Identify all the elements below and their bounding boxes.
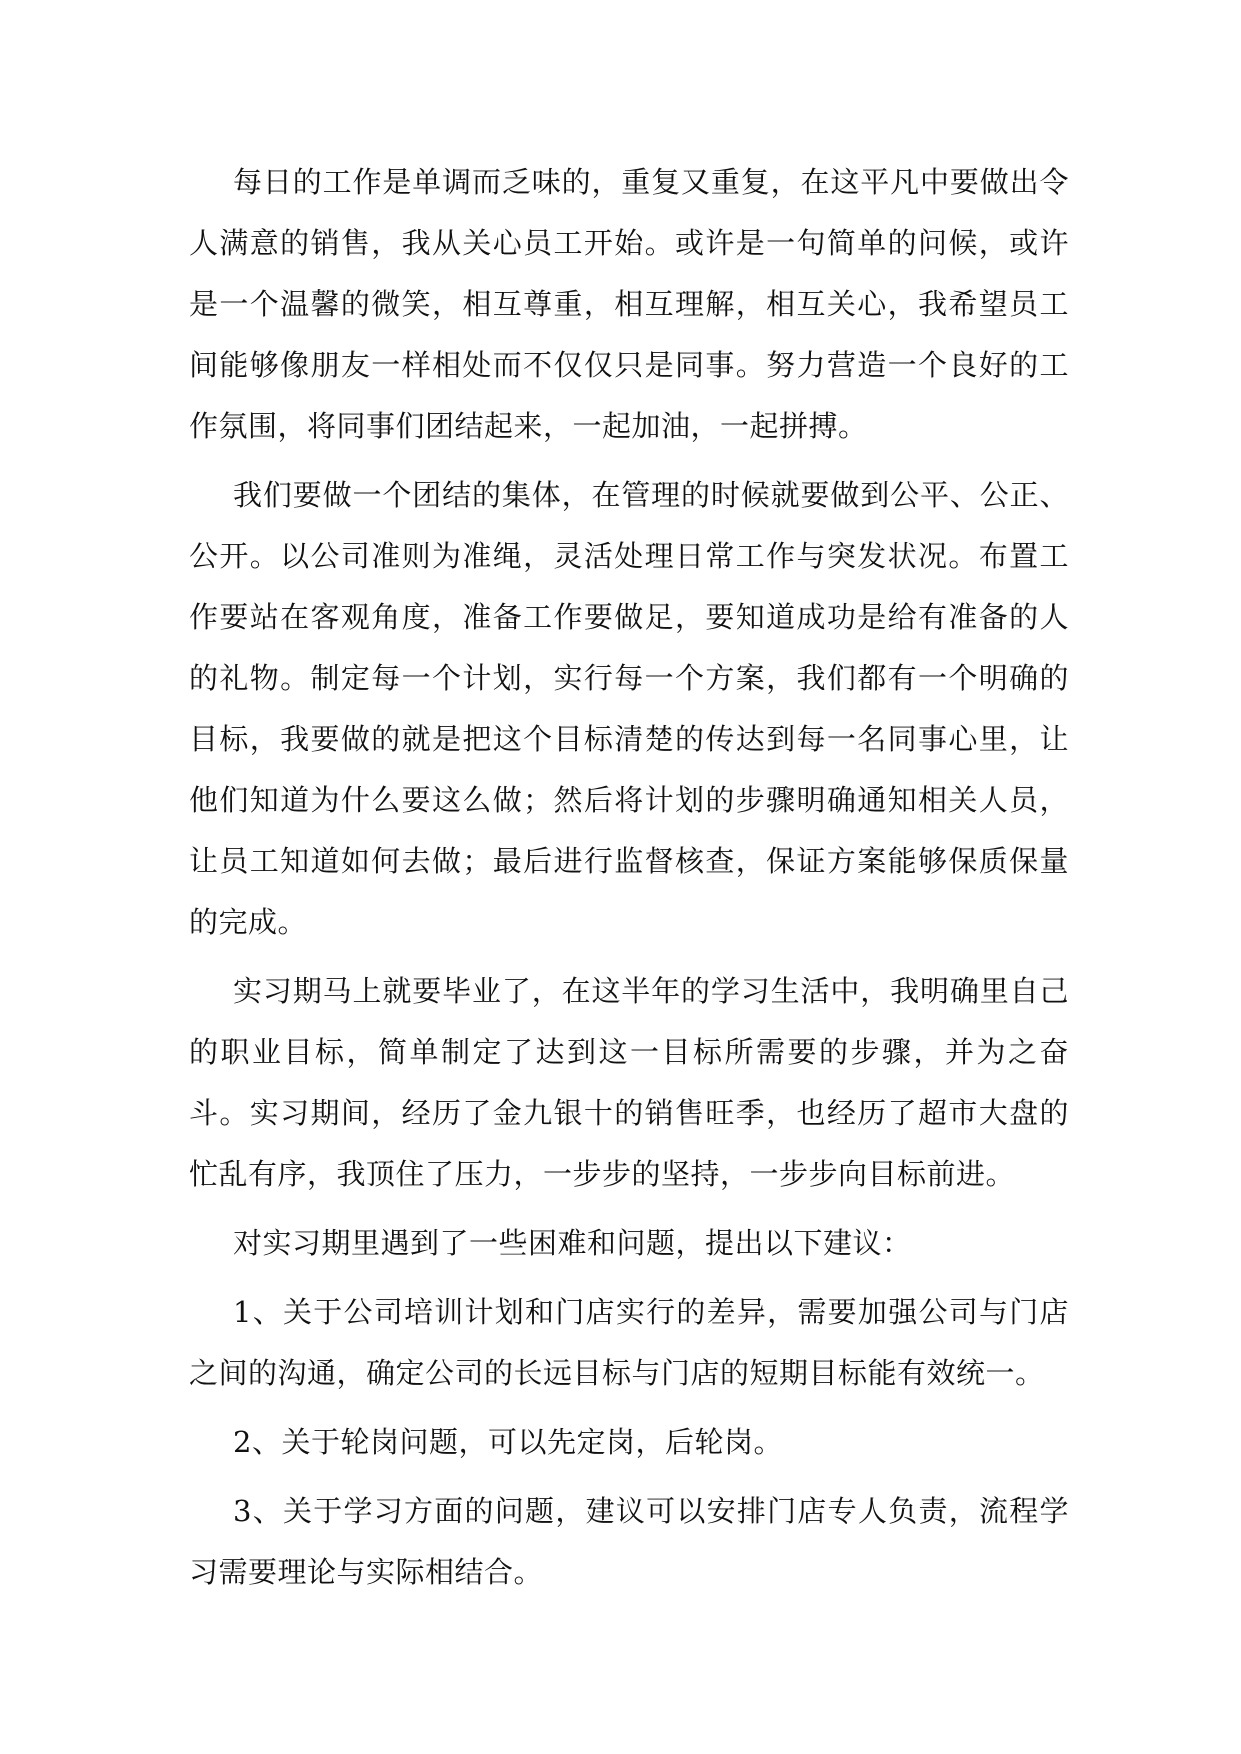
document-body [189, 152, 1069, 1611]
paragraph-suggestion-1: 1、关于公司培训计划和门店实行的差异，需要加强公司与门店之间的沟通，确定公司的长远目标与门店的短期目标能有效统一。 [189, 1295, 1069, 1390]
paragraph-internship-summary: 实习期马上就要毕业了，在这半年的学习生活中，我明确里自己的职业目标，简单制定了达到这一目标所需要的步骤，并为之奋斗。实习期间，经历了金九银十的销售旺季，也经历了超市大盘的忙乱有序，我顶住了压力，一步步的坚持，一步步向目标前进。 [189, 974, 1069, 1191]
paragraph-work-routine: 每日的工作是单调而乏味的，重复又重复，在这平凡中要做出令人满意的销售，我从关心员工开始。或许是一句简单的问候，或许是一个温馨的微笑，相互尊重，相互理解，相互关心，我希望员工间能够像朋友一样相处而不仅仅只是同事。努力营造一个良好的工作氛围，将同事们团结起来，一起加油，一起拼搏。 [189, 165, 1069, 443]
paragraph-team-management: 我们要做一个团结的集体，在管理的时候就要做到公平、公正、公开。以公司准则为准绳，灵活处理日常工作与突发状况。布置工作要站在客观角度，准备工作要做足，要知道成功是给有准备的人的礼物。制定每一个计划，实行每一个方案，我们都有一个明确的目标，我要做的就是把这个目标清楚的传达到每一名同事心里，让他们知道为什么要这么做；然后将计划的步骤明确通知相关人员，让员工知道如何去做；最后进行监督核查，保证方案能够保质保量的完成。 [189, 478, 1069, 939]
paragraph-suggestion-2: 2、关于轮岗问题，可以先定岗，后轮岗。 [233, 1425, 783, 1459]
paragraph-suggestion-3: 3、关于学习方面的问题，建议可以安排门店专人负责，流程学习需要理论与实际相结合。 [189, 1494, 1069, 1589]
paragraph-suggestions-intro: 对实习期里遇到了一些困难和问题，提出以下建议： [233, 1226, 912, 1260]
